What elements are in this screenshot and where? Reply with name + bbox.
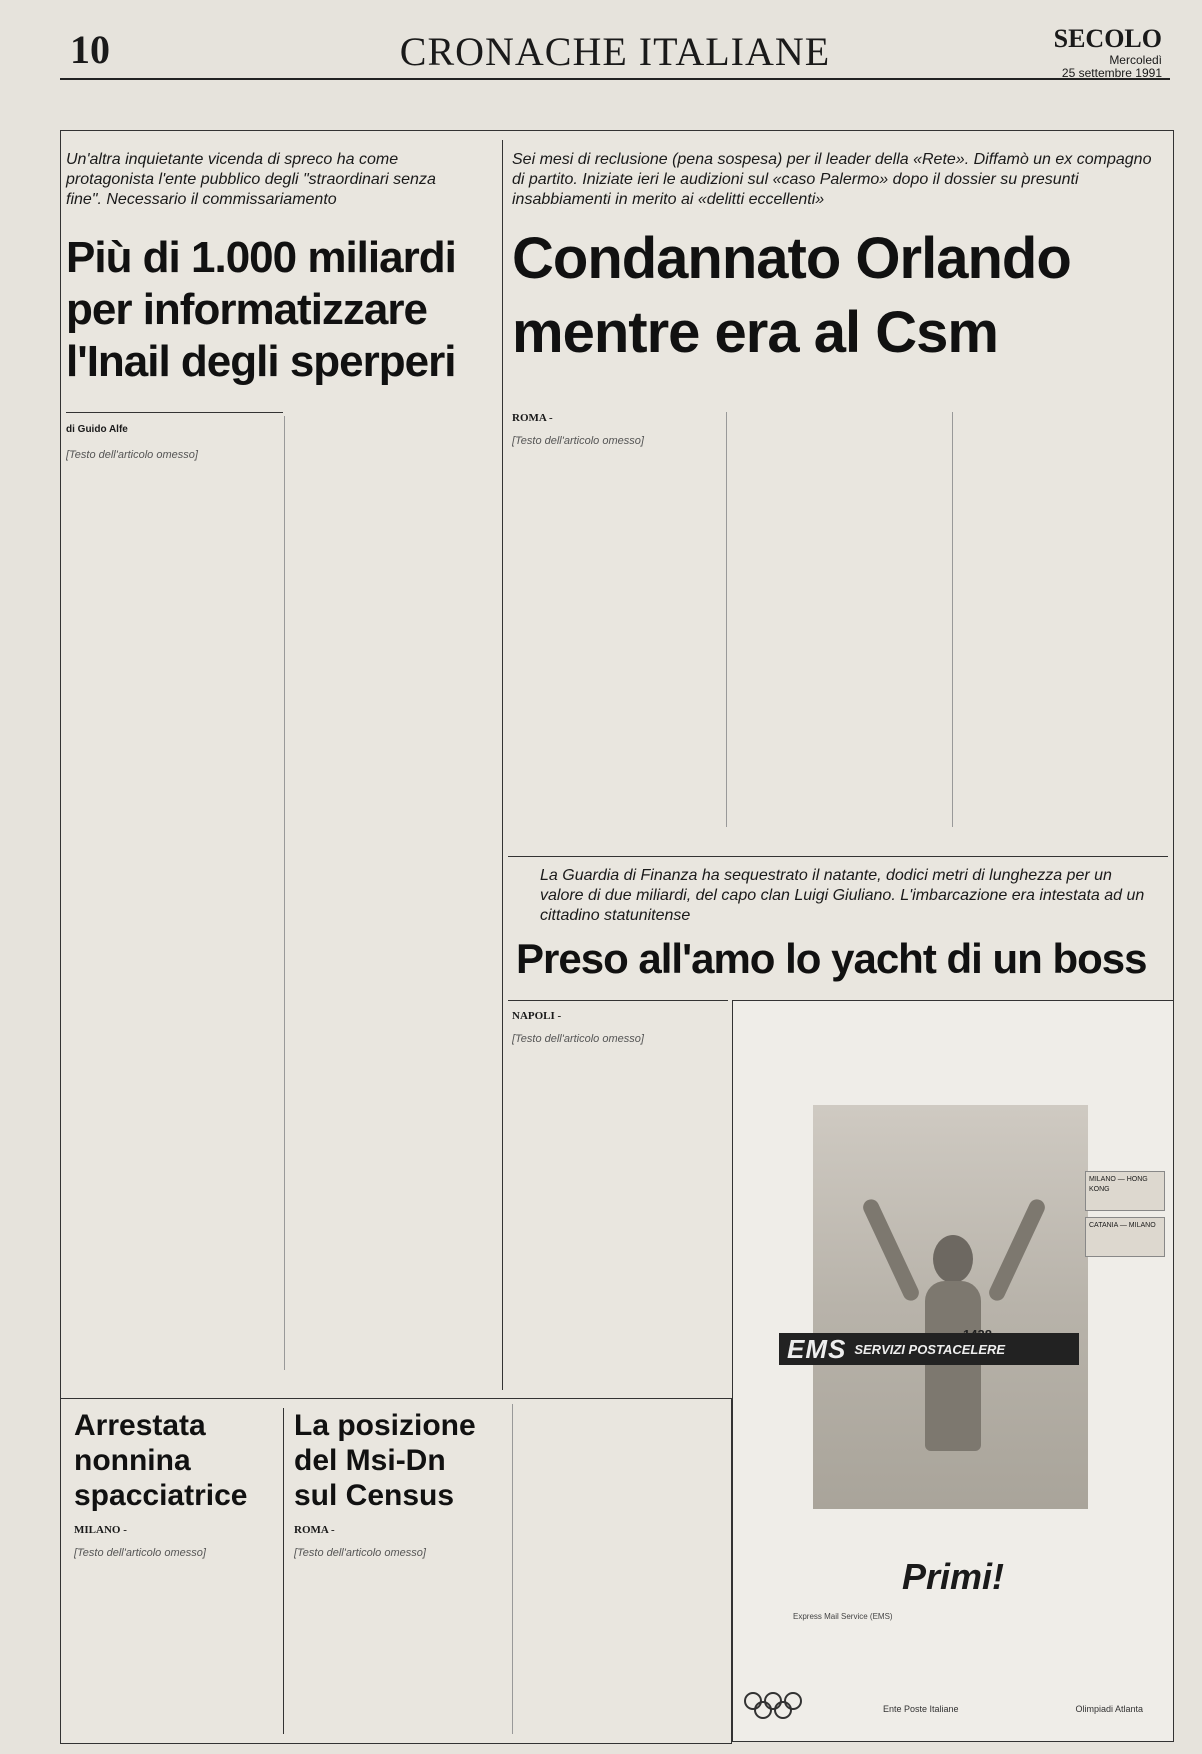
inail-omitted-note: [Testo dell'articolo omesso] — [66, 449, 198, 461]
orlando-body-col-3 — [952, 412, 1164, 827]
section-title: CRONACHE ITALIANE — [399, 29, 831, 74]
yacht-body-col — [512, 1010, 722, 1390]
ems-advertisement — [732, 1000, 1174, 1742]
census-omitted-note: [Testo dell'articolo omesso] — [294, 1546, 426, 1559]
inail-body-col-1 — [66, 440, 276, 1370]
orlando-body-col-1 — [512, 412, 720, 827]
inail-byline: di Guido Alfe — [66, 424, 128, 435]
inail-headline: Più di 1.000 miliardi per informatizzare l'Inail degli sperperi — [66, 233, 456, 386]
runner-head — [933, 1235, 973, 1283]
ad-footer-left: Ente Poste Italiane — [883, 1704, 959, 1714]
census-body-col-1 — [294, 1524, 506, 1734]
ad-fine-print: Express Mail Service (EMS) — [793, 1612, 893, 1621]
nonnina-headline: Arrestata nonnina spacciatrice — [74, 1409, 248, 1512]
orlando-bottom-rule — [508, 856, 1168, 857]
nonnina-omitted-note: [Testo dell'articolo omesso] — [74, 1546, 206, 1559]
runner-body — [925, 1281, 981, 1451]
runner-arm-right — [987, 1197, 1048, 1303]
page-number: 10 — [70, 27, 110, 72]
column-divider — [502, 140, 503, 1390]
orlando-dateline: ROMA - — [512, 412, 553, 424]
inail-rule — [66, 412, 283, 413]
ad-route-tag-1: MILANO — HONG KONG — [1085, 1171, 1165, 1211]
paper-date — [1062, 54, 1162, 80]
ems-banner — [779, 1333, 1079, 1365]
ad-footer-logos — [883, 1704, 1143, 1714]
ems-tagline: SERVIZI POSTACELERE — [854, 1341, 1006, 1357]
nonnina-body — [74, 1524, 274, 1734]
orlando-omitted-note: [Testo dell'articolo omesso] — [512, 434, 644, 447]
ad-footer-right: Olimpiadi Atlanta — [1075, 1704, 1143, 1714]
orlando-kicker: Sei mesi di reclusione (pena sospesa) per il leader della «Rete». Diffamò un ex compagno di partito. Iniziate ieri le audizioni sul «caso Palermo» dopo il dossier su presunti insabbiamenti in merito ai «delitti eccellenti» — [512, 151, 1152, 208]
paper-date-text: 25 settembre 1991 — [1061, 66, 1162, 80]
olympic-rings-icon — [743, 1691, 803, 1721]
orlando-headline: Condannato Orlando mentre era al Csm — [512, 226, 1071, 365]
yacht-dateline: NAPOLI - — [512, 1010, 562, 1022]
paper-name: SECOLO — [1053, 24, 1162, 53]
bottom-divider-1 — [283, 1408, 284, 1734]
census-dateline: ROMA - — [294, 1524, 335, 1536]
census-body-col-2 — [512, 1404, 724, 1734]
yacht-kicker: La Guardia di Finanza ha sequestrato il natante, dodici metri di lunghezza per un valore di due miliardi, del capo clan Luigi Giuliano. L'imbarcazione era intestata ad un cittadino statunitense — [540, 867, 1145, 924]
inail-body-col-2 — [284, 416, 496, 1370]
masthead — [60, 18, 1170, 80]
paper-day: Mercoledì — [1109, 53, 1162, 67]
yacht-omitted-note: [Testo dell'articolo omesso] — [512, 1032, 644, 1045]
nonnina-dateline: MILANO - — [74, 1524, 127, 1536]
census-headline: La posizione del Msi-Dn sul Census — [294, 1409, 476, 1512]
orlando-body-col-2 — [726, 412, 946, 827]
ad-headline: Primi! — [901, 1556, 1005, 1597]
runner-photo — [813, 1105, 1088, 1509]
yacht-headline: Preso all'amo lo yacht di un boss — [516, 935, 1147, 982]
inail-kicker: Un'altra inquietante vicenda di spreco ha come protagonista l'ente pubblico degli "straordinari senza fine". Necessario il commissariamento — [66, 151, 436, 208]
ad-route-tag-2: CATANIA — MILANO — [1085, 1217, 1165, 1257]
ems-logo: EMS — [787, 1333, 847, 1364]
yacht-rule — [508, 1000, 728, 1001]
runner-arm-left — [861, 1197, 922, 1303]
